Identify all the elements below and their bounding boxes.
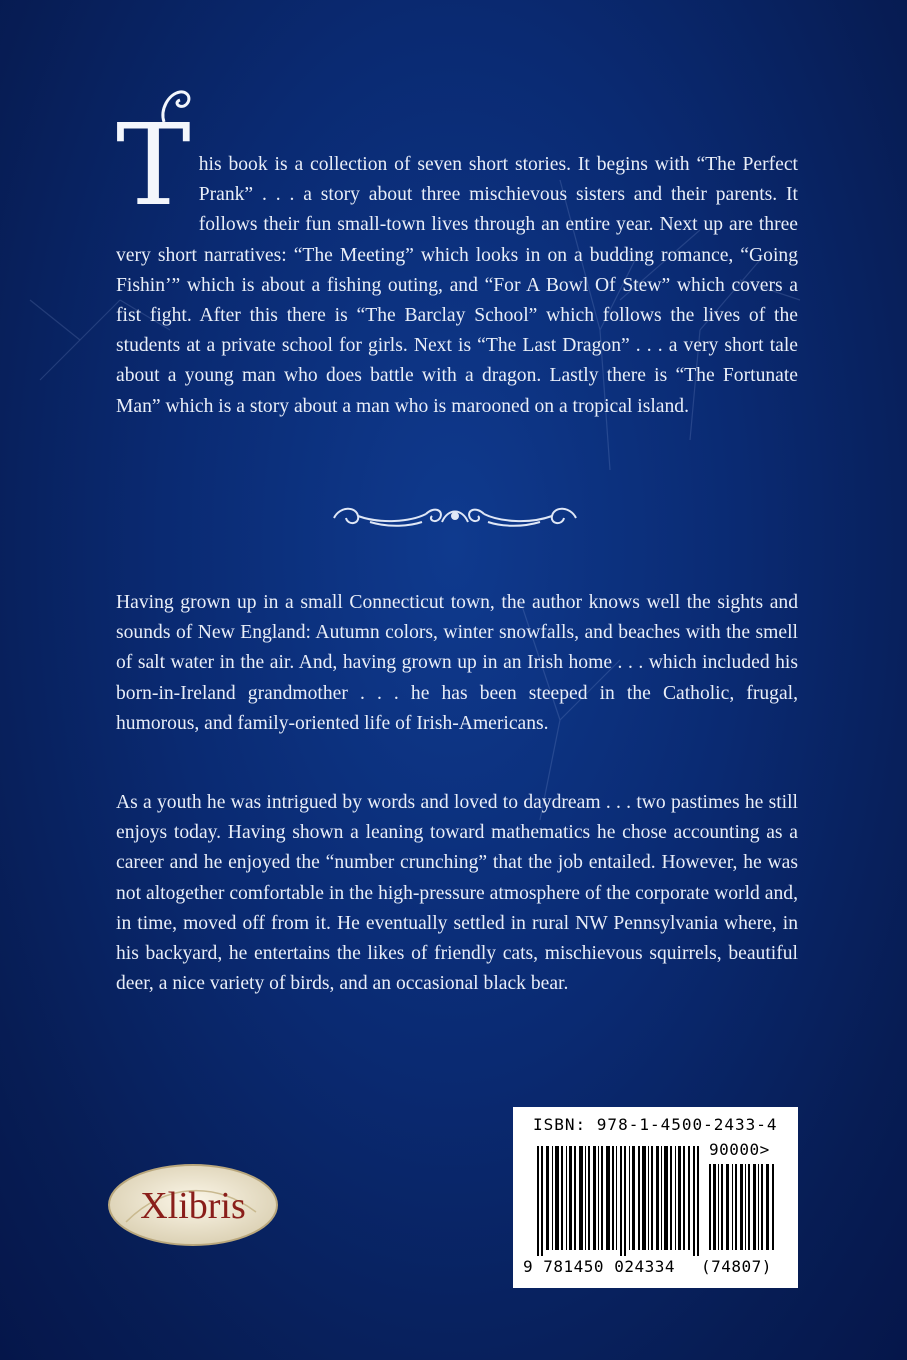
author-bio-paragraph-1: Having grown up in a small Connecticut town, the author knows well the sights and sounds of New England: Autumn colors, winter snowfalls, and beaches with the smell of salt water in the air. And, having grown up in an Irish home . . . which included his born-in-Ireland grandmother . . . he has been steeped in the Catholic, frugal, humorous, and family-oriented life of Irish-Americans. [116, 592, 798, 734]
xlibris-logo [106, 1162, 280, 1248]
logo-text: Xlibris [140, 1185, 246, 1227]
barcode-price-code: (74807) [701, 1257, 772, 1276]
book-description [116, 101, 798, 422]
isbn-barcode [513, 1107, 798, 1288]
barcode-bars-icon [527, 1140, 785, 1256]
ornament-divider-icon [330, 502, 580, 534]
isbn-label: ISBN: 978-1-4500-2433-4 [533, 1115, 778, 1134]
barcode-digits: 9 781450 024334 [523, 1257, 675, 1276]
description-text: his book is a collection of seven short stories. It begins with “The Perfect Prank” . . . a story about three mischievous sisters and their parents. It follows their fun small-town lives through an entire year. Next up are three very short narratives: “The Meeting” which looks in on a budding romance, “Going Fishin’” which is about a fishing outing, and “For A Bowl Of Stew” which covers a fist fight. After this there is “The Barclay School” which follows the lives of the students at a private school for girls. Next is “The Last Dragon” . . . a very short tale about a young man who does battle with a dragon. Lastly there is “The Fortunate Man” which is a story about a man who is marooned on a tropical island. [116, 154, 798, 417]
drop-cap-letter: T [116, 120, 191, 212]
barcode-addon: 90000> [709, 1140, 770, 1159]
flourish-icon [158, 86, 194, 126]
author-bio-paragraph-2: As a youth he was intrigued by words and loved to daydream . . . two pastimes he still enjoys today. Having shown a leaning toward mathematics he chose accounting as a career and he enjoyed the “number crunching” that the job entailed. However, he was not altogether comfortable in the high-pressure atmosphere of the corporate world and, in time, moved off from it. He eventually settled in rural NW Pennsylvania where, in his backyard, he entertains the likes of friendly cats, mischievous squirrels, beautiful deer, a nice variety of birds, and an occasional black bear. [116, 792, 798, 995]
